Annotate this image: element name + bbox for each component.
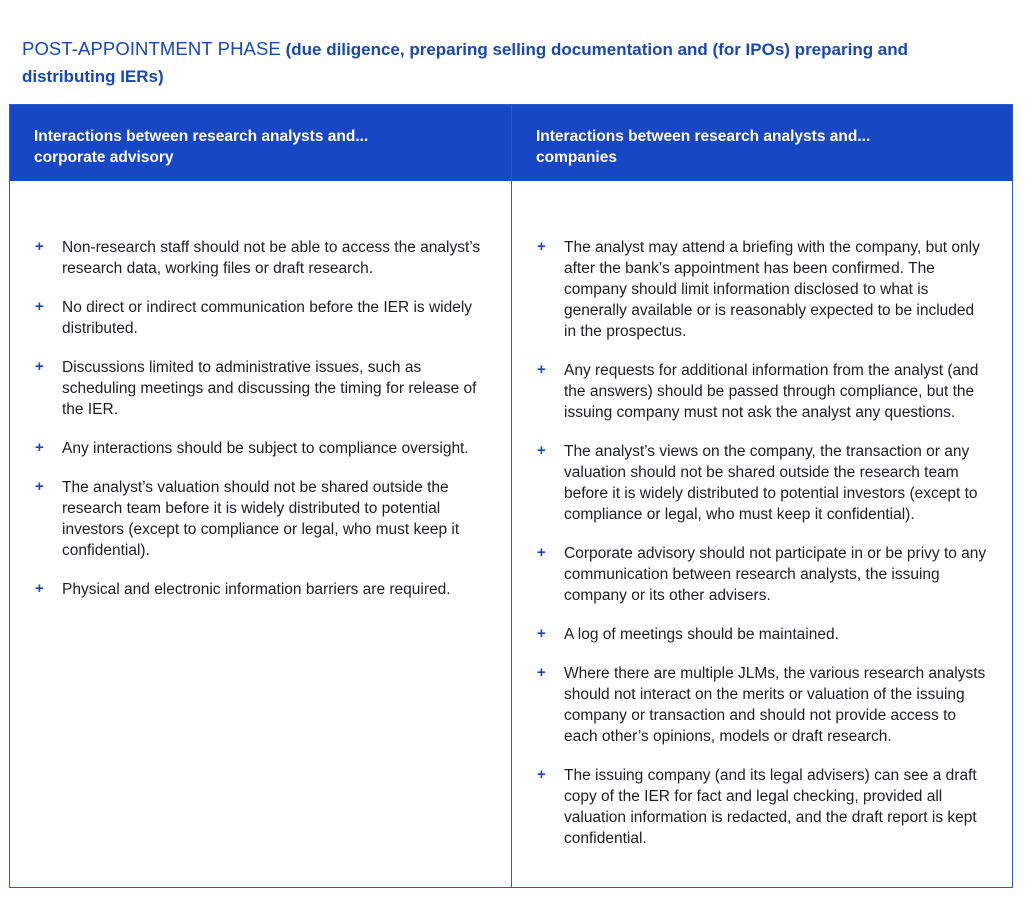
plus-bullet-icon: +: [537, 664, 546, 681]
column-header-line1: Interactions between research analysts and...: [536, 128, 871, 145]
page-title-subtitle: (due diligence, preparing selling documentation and (for IPOs) preparing and distributing IERs): [22, 40, 909, 86]
page-title-main: POST-APPOINTMENT PHASE: [22, 38, 281, 59]
list-item-text: Non-research staff should not be able to access the analyst’s research data, working files or draft research.: [62, 239, 481, 277]
list-item-text: A log of meetings should be maintained.: [564, 626, 839, 643]
plus-bullet-icon: +: [35, 358, 44, 375]
list-item: [34, 297, 487, 339]
plus-bullet-icon: +: [35, 580, 44, 597]
list-item: [536, 765, 988, 849]
column-header-line2: companies: [536, 149, 617, 166]
comparison-table: [9, 104, 1013, 888]
plus-bullet-icon: +: [537, 766, 546, 783]
bullet-list-companies: [536, 237, 988, 849]
plus-bullet-icon: +: [35, 439, 44, 456]
bullet-list-corporate-advisory: [34, 237, 487, 600]
column-header-line2: corporate advisory: [34, 149, 174, 166]
list-item-text: Any interactions should be subject to compliance oversight.: [62, 440, 469, 457]
plus-bullet-icon: +: [537, 544, 546, 561]
plus-bullet-icon: +: [35, 298, 44, 315]
list-item: [536, 624, 988, 645]
column-corporate-advisory: [10, 105, 512, 887]
list-item-text: The issuing company (and its legal advisers) can see a draft copy of the IER for fact and legal checking, provided all valuation information is redacted, and the draft report is kept confidential.: [564, 767, 977, 847]
plus-bullet-icon: +: [537, 238, 546, 255]
list-item: [536, 360, 988, 423]
list-item: [536, 543, 988, 606]
list-item-text: The analyst’s views on the company, the transaction or any valuation should not be shared outside the research team before it is widely distributed to potential investors (except to compliance or legal, who must keep it confidential).: [564, 443, 978, 523]
column-body-companies: [512, 181, 1012, 849]
list-item: [536, 663, 988, 747]
plus-bullet-icon: +: [35, 478, 44, 495]
plus-bullet-icon: +: [537, 625, 546, 642]
list-item-text: The analyst may attend a briefing with the company, but only after the bank’s appointment has been confirmed. The company should limit information disclosed to what is generally available or is reasonably expected to be included in the prospectus.: [564, 239, 980, 340]
list-item: [536, 237, 988, 342]
column-header-line1: Interactions between research analysts and...: [34, 128, 369, 145]
column-companies: [512, 105, 1012, 887]
column-header-companies: [512, 105, 1012, 181]
column-header-corporate-advisory: [10, 105, 511, 181]
list-item-text: Discussions limited to administrative issues, such as scheduling meetings and discussing the timing for release of the IER.: [62, 359, 477, 418]
page-title: [22, 36, 982, 90]
column-body-corporate-advisory: [10, 181, 511, 600]
plus-bullet-icon: +: [35, 238, 44, 255]
list-item: [34, 237, 487, 279]
list-item: [536, 441, 988, 525]
list-item-text: Where there are multiple JLMs, the various research analysts should not interact on the merits or valuation of the issuing company or transaction and should not provide access to each other’s opinions, models or draft research.: [564, 665, 986, 745]
plus-bullet-icon: +: [537, 361, 546, 378]
list-item-text: Physical and electronic information barriers are required.: [62, 581, 451, 598]
list-item: [34, 477, 487, 561]
list-item-text: The analyst’s valuation should not be shared outside the research team before it is widely distributed to potential investors (except to compliance or legal, who must keep it confidential).: [62, 479, 460, 559]
list-item-text: Any requests for additional information from the analyst (and the answers) should be passed through compliance, but the issuing company must not ask the analyst any questions.: [564, 362, 979, 421]
list-item-text: Corporate advisory should not participate in or be privy to any communication between research analysts, the issuing company or its other advisers.: [564, 545, 987, 604]
list-item: [34, 438, 487, 459]
plus-bullet-icon: +: [537, 442, 546, 459]
list-item: [34, 357, 487, 420]
list-item-text: No direct or indirect communication before the IER is widely distributed.: [62, 299, 473, 337]
list-item: [34, 579, 487, 600]
